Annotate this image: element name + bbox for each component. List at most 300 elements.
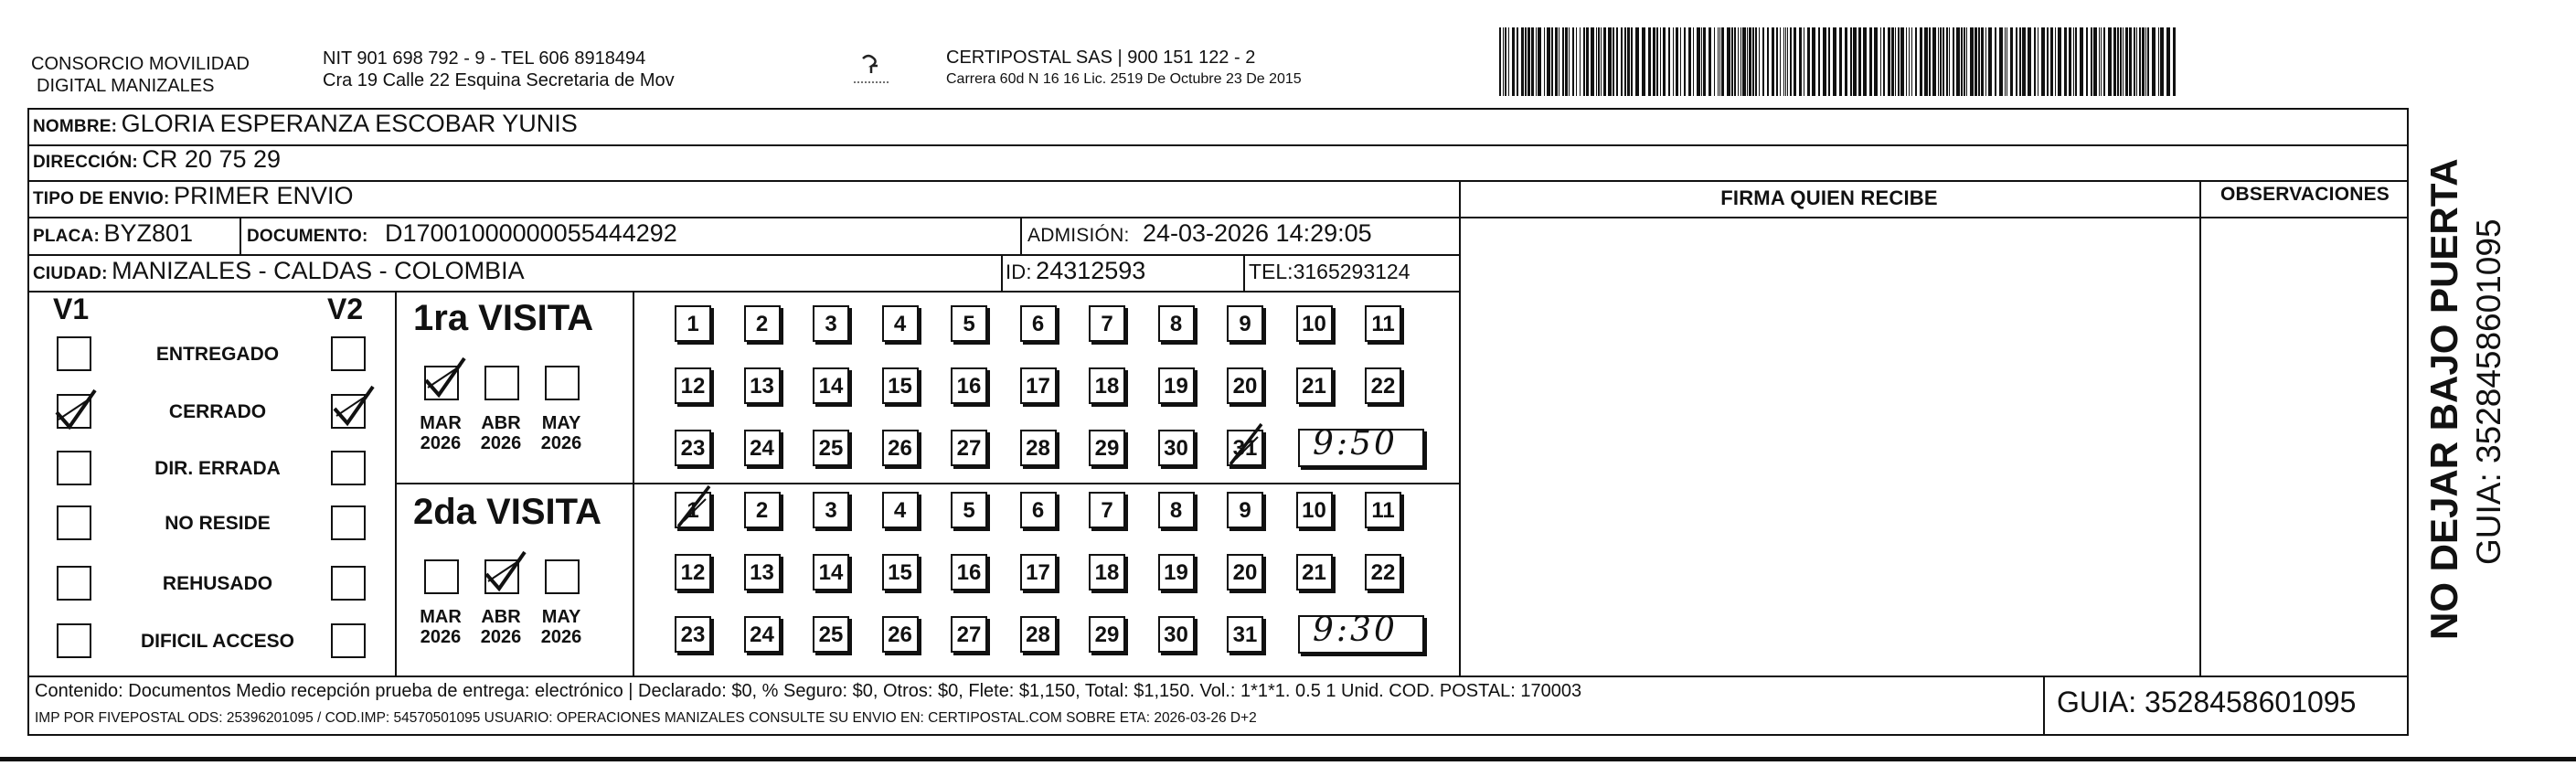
barcode-bar — [2005, 27, 2006, 96]
v1-label: V1 — [53, 293, 90, 325]
day-box[interactable]: 23 — [675, 430, 711, 466]
nombre-value: GLORIA ESPERANZA ESCOBAR YUNIS — [121, 110, 578, 137]
day-box[interactable]: 1 — [675, 305, 711, 342]
barcode-bar — [2120, 27, 2122, 96]
day-box[interactable]: 1 — [675, 492, 711, 528]
day-box[interactable]: 26 — [882, 430, 919, 466]
barcode-bar — [1995, 27, 1996, 96]
barcode-bar — [1839, 27, 1842, 96]
barcode-bar — [1508, 27, 1509, 96]
barcode-bar — [2099, 27, 2100, 96]
documento-label: DOCUMENTO: — [247, 227, 368, 246]
second-visit-time-box[interactable] — [1298, 612, 1424, 654]
barcode-bar — [1731, 27, 1733, 96]
day-box[interactable]: 29 — [1089, 616, 1125, 653]
tel-label: TEL: — [1249, 260, 1293, 283]
barcode-bar — [1880, 27, 1881, 96]
barcode-bar — [1538, 27, 1541, 96]
barcode-bar — [1956, 27, 1960, 96]
barcode-bar — [1833, 27, 1836, 96]
month-name: ABR — [481, 413, 521, 433]
placa-label: PLACA: — [33, 227, 100, 246]
barcode-bar — [2136, 27, 2137, 96]
barcode-bar — [2101, 27, 2102, 96]
barcode-bar — [1747, 27, 1748, 96]
barcode-bar — [1714, 27, 1715, 96]
day-box[interactable]: 11 — [1365, 492, 1401, 528]
barcode-bar — [1915, 27, 1917, 96]
first-visit-time: 9:50 — [1313, 425, 1398, 463]
barcode-bar — [1883, 27, 1885, 96]
month-year: 2026 — [540, 627, 582, 647]
day-box[interactable]: 14 — [813, 554, 849, 590]
barcode-bar — [1613, 27, 1614, 96]
day-box[interactable]: 27 — [951, 616, 987, 653]
day-box[interactable]: 15 — [882, 554, 919, 590]
admision-field — [1027, 219, 1372, 248]
barcode-bar — [1601, 27, 1602, 96]
day-box[interactable]: 12 — [675, 554, 711, 590]
barcode-bar — [1565, 27, 1568, 96]
barcode-bar — [1812, 27, 1815, 96]
barcode-bar — [1978, 27, 1980, 96]
observaciones-label: OBSERVACIONES — [2219, 184, 2390, 205]
second-visit-time: 9:30 — [1313, 612, 1398, 649]
barcode-bar — [1755, 27, 1757, 96]
firma-area[interactable] — [1461, 218, 2198, 675]
day-box[interactable]: 5 — [951, 492, 987, 528]
day-box[interactable]: 20 — [1227, 554, 1263, 590]
barcode-bar — [1521, 27, 1524, 96]
contenido-text: Contenido: Documentos Medio recepción prueba de entrega: electrónico | Declarado: $0, % Seguro: $0, Otros: $0, Flete: $1,150, Total: $1,150. Vol.: 1*1*1. 0.5 1 Unid. COD. POSTAL: 170003 — [35, 681, 1582, 701]
day-box[interactable]: 25 — [813, 430, 849, 466]
barcode-bar — [1688, 27, 1691, 96]
barcode-bar — [1608, 27, 1612, 96]
day-box[interactable]: 22 — [1365, 367, 1401, 404]
barcode-bar — [1742, 27, 1746, 96]
barcode-bar — [1528, 27, 1530, 96]
barcode-bar — [1964, 27, 1965, 96]
day-box[interactable]: 8 — [1158, 305, 1195, 342]
barcode-bar — [2055, 27, 2056, 96]
barcode-bar — [1697, 27, 1700, 96]
id-field — [1006, 257, 1145, 285]
tipo-envio-row — [33, 182, 354, 210]
barcode-bar — [1888, 27, 1890, 96]
day-box[interactable]: 4 — [882, 305, 919, 342]
barcode-bar — [1738, 27, 1739, 96]
day-box[interactable]: 6 — [1020, 492, 1057, 528]
month-checkbox[interactable] — [424, 366, 459, 400]
barcode-bar — [1569, 27, 1570, 96]
day-box[interactable]: 30 — [1158, 616, 1195, 653]
month-name: ABR — [481, 607, 521, 627]
barcode-bar — [1794, 27, 1796, 96]
barcode-bar — [2069, 27, 2071, 96]
no-dejar-text: NO DEJAR BAJO PUERTA — [2422, 158, 2465, 640]
month-checkbox[interactable] — [484, 366, 519, 400]
barcode-bar — [1680, 27, 1681, 96]
day-box[interactable]: 27 — [951, 430, 987, 466]
barcode-bar — [1858, 27, 1861, 96]
id-value: 24312593 — [1036, 257, 1146, 284]
barcode-bar — [2160, 27, 2164, 96]
id-label: ID: — [1006, 261, 1032, 283]
barcode-bar — [1653, 27, 1655, 96]
barcode-bar — [2047, 27, 2049, 96]
barcode-bar — [1874, 27, 1878, 96]
day-box[interactable]: 16 — [951, 554, 987, 590]
barcode-bar — [1787, 27, 1788, 96]
day-box[interactable]: 25 — [813, 616, 849, 653]
day-box[interactable]: 21 — [1296, 367, 1333, 404]
status-option-label: DIR. ERRADA — [154, 458, 281, 479]
day-box[interactable]: 9 — [1227, 492, 1263, 528]
day-box[interactable]: 28 — [1020, 616, 1057, 653]
barcode-bar — [1932, 27, 1936, 96]
barcode-bar — [2041, 27, 2045, 96]
status-option-label: NO RESIDE — [165, 513, 271, 534]
barcode-bar — [1740, 27, 1741, 96]
barcode-bar — [1673, 27, 1674, 96]
observaciones-area[interactable] — [2201, 218, 2407, 675]
barcode-bar — [1631, 27, 1633, 96]
barcode-bar — [1676, 27, 1678, 96]
day-box[interactable]: 31 — [1227, 430, 1263, 466]
barcode-bar — [2108, 27, 2112, 96]
day-box[interactable]: 17 — [1020, 554, 1057, 590]
firma-label: FIRMA QUIEN RECIBE — [1720, 186, 1938, 209]
barcode-bar — [1961, 27, 1963, 96]
barcode-bar — [2019, 27, 2021, 96]
bottom-rule — [0, 757, 2576, 761]
direccion-row — [33, 145, 281, 174]
day-box[interactable]: 14 — [813, 367, 849, 404]
barcode-bar — [1863, 27, 1867, 96]
v2-checkbox[interactable] — [331, 623, 366, 658]
barcode-bar — [2086, 27, 2088, 96]
barcode-bar — [1624, 27, 1626, 96]
status-option-label: DIFICIL ACCESO — [140, 631, 294, 652]
day-box[interactable]: 7 — [1089, 305, 1125, 342]
status-option-label: REHUSADO — [162, 573, 273, 594]
barcode-bar — [1580, 27, 1581, 96]
month-checkbox[interactable] — [545, 366, 580, 400]
barcode-bar — [1734, 27, 1736, 96]
v1-checkbox[interactable] — [57, 336, 91, 371]
barcode-bar — [1555, 27, 1558, 96]
barcode-bar — [1693, 27, 1694, 96]
barcode-bar — [1999, 27, 2003, 96]
barcode-bar — [1531, 27, 1534, 96]
barcode-bar — [2147, 27, 2149, 96]
tipo-envio-label: TIPO DE ENVIO: — [33, 189, 170, 208]
barcode-bar — [1943, 27, 1944, 96]
day-box[interactable]: 6 — [1020, 305, 1057, 342]
barcode-bar — [1785, 27, 1786, 96]
barcode-bar — [1503, 27, 1504, 96]
day-box[interactable]: 23 — [675, 616, 711, 653]
v1-checkbox[interactable] — [57, 505, 91, 540]
barcode-bar — [2034, 27, 2036, 96]
barcode-bar — [1946, 27, 1948, 96]
barcode-bar — [1517, 27, 1518, 96]
barcode-bar — [1762, 27, 1764, 96]
barcode-bar — [1591, 27, 1594, 96]
day-box[interactable]: 11 — [1365, 305, 1401, 342]
month-year: 2026 — [420, 627, 462, 647]
month-name: MAY — [541, 413, 581, 433]
month-year: 2026 — [540, 433, 582, 453]
barcode-bar — [2080, 27, 2083, 96]
barcode-bar — [2028, 27, 2031, 96]
day-box[interactable]: 28 — [1020, 430, 1057, 466]
nit-line: NIT 901 698 792 - 9 - TEL 606 8918494 — [323, 48, 646, 69]
barcode-bar — [1759, 27, 1760, 96]
barcode-bar — [1544, 27, 1545, 96]
barcode-bar — [1891, 27, 1894, 96]
barcode-bar — [2152, 27, 2156, 96]
company-name-line1: CONSORCIO MOVILIDAD — [31, 54, 250, 74]
barcode-bar — [1525, 27, 1527, 96]
barcode-bar — [1823, 27, 1826, 96]
direccion-value: CR 20 75 29 — [142, 145, 282, 173]
status-option-label: ENTREGADO — [155, 344, 280, 365]
admision-label: ADMISIÓN: — [1027, 225, 1130, 246]
barcode-bar — [1807, 27, 1810, 96]
ciudad-label: CIUDAD: — [33, 264, 108, 283]
barcode-bar — [1924, 27, 1928, 96]
barcode-bar — [1668, 27, 1670, 96]
day-box[interactable]: 10 — [1296, 492, 1333, 528]
barcode-bar — [1703, 27, 1706, 96]
month-label — [411, 413, 470, 453]
barcode-bar — [1576, 27, 1577, 96]
month-name: MAR — [420, 607, 462, 627]
barcode-bar — [2123, 27, 2124, 96]
day-box[interactable]: 2 — [744, 305, 781, 342]
barcode-bar — [1850, 27, 1852, 96]
barcode-bar — [1499, 27, 1501, 96]
day-box[interactable]: 13 — [744, 367, 781, 404]
tel-value: 3165293124 — [1293, 260, 1410, 283]
day-box[interactable]: 5 — [951, 305, 987, 342]
barcode-bar — [1648, 27, 1651, 96]
v2-checkbox[interactable] — [331, 336, 366, 371]
month-year: 2026 — [420, 433, 462, 453]
barcode-bar — [1663, 27, 1666, 96]
v1-checkbox[interactable] — [57, 451, 91, 485]
barcode-bar — [1684, 27, 1686, 96]
day-box[interactable]: 20 — [1227, 367, 1263, 404]
day-box[interactable]: 15 — [882, 367, 919, 404]
barcode-bar — [2010, 27, 2013, 96]
first-visit-time-box[interactable] — [1298, 425, 1424, 467]
barcode-bar — [1596, 27, 1597, 96]
day-box[interactable]: 24 — [744, 430, 781, 466]
v1-checkbox[interactable] — [57, 623, 91, 658]
barcode-bar — [1776, 27, 1778, 96]
barcode-bar — [2058, 27, 2061, 96]
barcode-bar — [1783, 27, 1784, 96]
day-box[interactable]: 22 — [1365, 554, 1401, 590]
ciudad-value: MANIZALES - CALDAS - COLOMBIA — [112, 257, 525, 284]
barcode-bar — [2050, 27, 2053, 96]
barcode-bar — [1701, 27, 1702, 96]
day-box[interactable]: 12 — [675, 367, 711, 404]
v2-checkbox[interactable] — [331, 451, 366, 485]
barcode-bar — [1660, 27, 1661, 96]
barcode-bar — [2064, 27, 2067, 96]
barcode-bar — [1505, 27, 1506, 96]
documento-value: D17001000000055444292 — [385, 219, 677, 247]
v2-checkbox[interactable] — [331, 505, 366, 540]
month-name: MAY — [541, 607, 581, 627]
barcode-bar — [1949, 27, 1950, 96]
barcode-bar — [1512, 27, 1515, 96]
barcode-bar — [1828, 27, 1830, 96]
tipo-envio-value: PRIMER ENVIO — [174, 182, 354, 209]
barcode-bar — [1583, 27, 1585, 96]
day-box[interactable]: 18 — [1089, 367, 1125, 404]
day-box[interactable]: 19 — [1158, 367, 1195, 404]
barcode-bar — [1920, 27, 1922, 96]
barcode-bar — [1749, 27, 1751, 96]
barcode-bar — [1906, 27, 1907, 96]
imp-text: IMP POR FIVEPOSTAL ODS: 25396201095 / COD.IMP: 54570501095 USUARIO: OPERACIONES MANIZALES CONSULTE SU ENVIO EN: CERTIPOSTAL.COM SOBRE ETA: 2026-03-26 D+2 — [35, 710, 1257, 726]
side-guia-text: GUIA: 3528458601095 — [2470, 218, 2507, 565]
barcode-bar — [2145, 27, 2146, 96]
barcode-bar — [2129, 27, 2132, 96]
barcode-bar — [1721, 27, 1724, 96]
status-option-label: CERRADO — [168, 401, 267, 422]
day-box[interactable]: 3 — [813, 492, 849, 528]
barcode-bar — [2166, 27, 2170, 96]
barcode-bar — [1780, 27, 1781, 96]
address-line: Cra 19 Calle 22 Esquina Secretaria de Mov — [323, 70, 675, 90]
carrier-info — [946, 46, 1302, 90]
nombre-label: NOMBRE: — [33, 117, 118, 136]
barcode-bar — [2093, 27, 2097, 96]
month-label — [472, 607, 530, 647]
barcode-bar — [1975, 27, 1977, 96]
barcode-bar — [1642, 27, 1645, 96]
month-name: MAR — [420, 413, 462, 433]
month-checkbox[interactable] — [484, 559, 519, 594]
placa-value: BYZ801 — [103, 219, 193, 247]
month-label — [532, 413, 591, 453]
day-box[interactable]: 21 — [1296, 554, 1333, 590]
barcode-bar — [1603, 27, 1606, 96]
barcode-bar — [1627, 27, 1630, 96]
day-box[interactable]: 31 — [1227, 616, 1263, 653]
month-year: 2026 — [480, 433, 522, 453]
day-box[interactable]: 26 — [882, 616, 919, 653]
month-checkbox[interactable] — [545, 559, 580, 594]
day-box[interactable]: 3 — [813, 305, 849, 342]
barcode-bar — [1966, 27, 1967, 96]
barcode-bar — [1719, 27, 1720, 96]
day-box[interactable]: 7 — [1089, 492, 1125, 528]
barcode-bar — [2173, 27, 2176, 96]
barcode-bar — [1985, 27, 1986, 96]
month-year: 2026 — [480, 627, 522, 647]
barcode-bar — [1970, 27, 1974, 96]
barcode-bar — [1635, 27, 1639, 96]
day-box[interactable]: 13 — [744, 554, 781, 590]
barcode-bar — [2075, 27, 2077, 96]
month-label — [472, 413, 530, 453]
barcode-bar — [1818, 27, 1820, 96]
barcode-bar — [2134, 27, 2135, 96]
day-box[interactable]: 18 — [1089, 554, 1125, 590]
month-label — [532, 607, 591, 647]
month-label — [411, 607, 470, 647]
barcode-bar — [1536, 27, 1537, 96]
barcode-bar — [2091, 27, 2092, 96]
barcode-bar — [1853, 27, 1857, 96]
day-box[interactable]: 9 — [1227, 305, 1263, 342]
barcode-bar — [1940, 27, 1942, 96]
day-box[interactable]: 30 — [1158, 430, 1195, 466]
second-visit-label: 2da VISITA — [413, 492, 601, 532]
company-contact — [323, 48, 675, 91]
day-box[interactable]: 29 — [1089, 430, 1125, 466]
day-box[interactable]: 4 — [882, 492, 919, 528]
barcode-bar — [1898, 27, 1900, 96]
company-name — [31, 53, 250, 97]
barcode-bar — [1598, 27, 1600, 96]
v2-checkbox[interactable] — [331, 394, 366, 429]
v2-checkbox[interactable] — [331, 566, 366, 601]
barcode-bar — [1708, 27, 1711, 96]
day-box[interactable]: 19 — [1158, 554, 1195, 590]
barcode-bar — [2158, 27, 2159, 96]
barcode-bar — [1772, 27, 1774, 96]
barcode-bar — [2103, 27, 2105, 96]
day-box[interactable]: 2 — [744, 492, 781, 528]
barcode-bar — [1869, 27, 1872, 96]
day-box[interactable]: 24 — [744, 616, 781, 653]
company-name-line2: DIGITAL MANIZALES — [37, 76, 215, 96]
documento-field — [247, 219, 677, 248]
barcode-bar — [1845, 27, 1847, 96]
v2-label: V2 — [327, 293, 364, 325]
barcode-bar — [1929, 27, 1931, 96]
direccion-label: DIRECCIÓN: — [33, 153, 138, 172]
nombre-row — [33, 110, 578, 138]
month-checkbox[interactable] — [424, 559, 459, 594]
barcode-bar — [1616, 27, 1618, 96]
ciudad-field — [33, 257, 525, 285]
admision-value: 24-03-2026 14:29:05 — [1142, 219, 1372, 247]
v1-checkbox[interactable] — [57, 566, 91, 601]
day-box[interactable]: 16 — [951, 367, 987, 404]
barcode-bar — [1909, 27, 1910, 96]
day-box[interactable]: 8 — [1158, 492, 1195, 528]
barcode-bar — [2142, 27, 2145, 96]
barcode-icon — [1499, 27, 2180, 96]
barcode-bar — [1718, 27, 1719, 96]
day-box[interactable]: 17 — [1020, 367, 1057, 404]
day-box[interactable]: 10 — [1296, 305, 1333, 342]
tel-field — [1249, 260, 1410, 284]
barcode-bar — [1562, 27, 1564, 96]
barcode-bar — [1895, 27, 1896, 96]
barcode-bar — [1981, 27, 1984, 96]
v1-checkbox[interactable] — [57, 394, 91, 429]
barcode-bar — [2125, 27, 2128, 96]
